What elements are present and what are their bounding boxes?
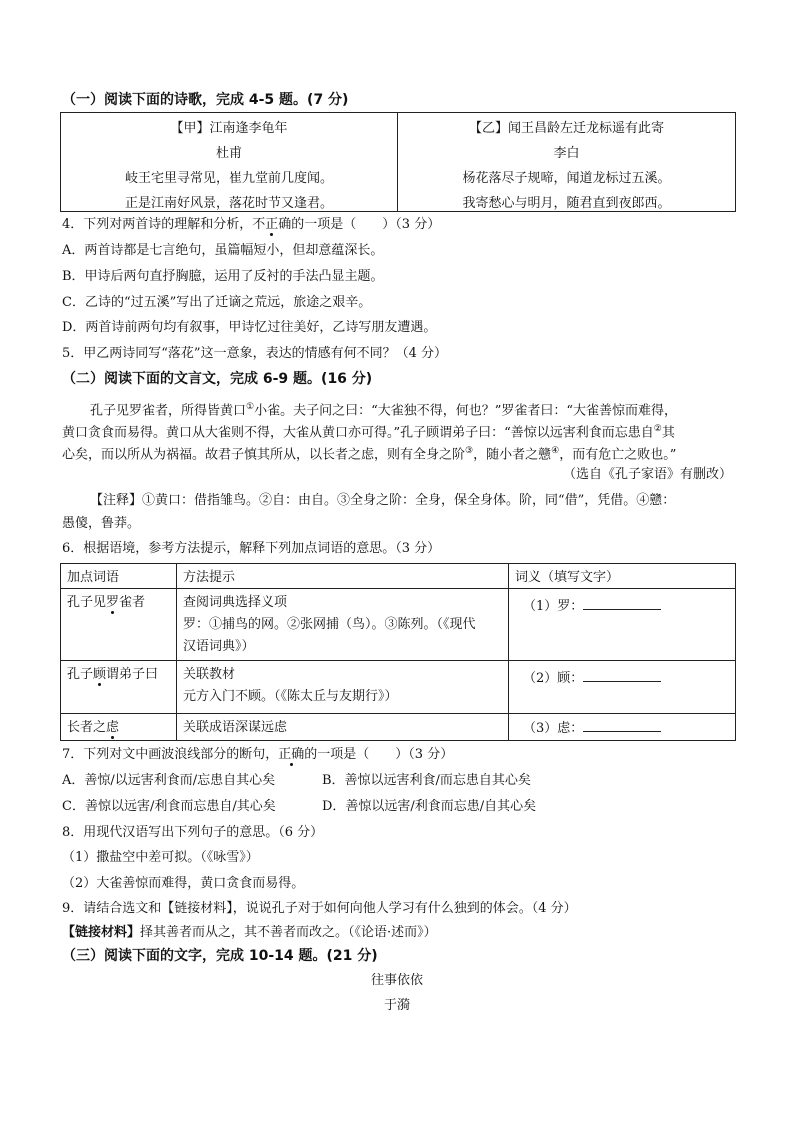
passage-source: （选自《孔子家语》有删改） xyxy=(562,467,732,482)
header-meaning: 词义（填写文字） xyxy=(515,570,620,585)
passage-text: 孔子见罗雀者，所得皆黄口 xyxy=(90,403,247,419)
q7-option-d: D．善惊以远害/利食而忘患/自其心矣 xyxy=(322,799,537,814)
poem-b-line1: 杨花落尽子规啼，闻道龙标过五溪。 xyxy=(462,171,671,186)
answer-blank[interactable] xyxy=(583,595,661,610)
dotted-char: 虑 xyxy=(106,720,120,735)
passage-line-1 xyxy=(90,397,677,421)
hint-line: 汉语词典》） xyxy=(183,639,255,654)
passage-text: 心矣，而以所从为祸福。故君子慎其所从，以长者之虑，则有全身之阶 xyxy=(62,447,466,463)
passage-text: ，随小者之戆 xyxy=(473,447,552,463)
question-7 xyxy=(62,745,453,765)
passage-line-3 xyxy=(62,441,676,465)
q7-option-a: A．善惊/以远害利食而/忘患自其心矣 xyxy=(62,773,276,788)
row-hint xyxy=(177,661,508,713)
word-text: 谓弟子曰 xyxy=(106,667,159,682)
poem-a-title: 【甲】江南逢李龟年 xyxy=(170,121,288,136)
q9-link-material xyxy=(62,923,437,943)
question-8: 8．用现代汉语写出下列句子的意思。（6 分） xyxy=(62,825,324,840)
q4-option-d: D．两首诗前两句均有叙事，甲诗忆过往美好，乙诗写朋友遭遇。 xyxy=(62,320,437,335)
section1-heading: （一）阅读下面的诗歌，完成 4-5 题。(7 分) xyxy=(62,92,349,108)
poem-a xyxy=(61,113,397,211)
row-answer xyxy=(509,661,735,713)
q4-text-post: 的一项是（ ）（3 分） xyxy=(291,217,441,232)
q4-option-a: A．两首诗都是七言绝句，虽篇幅短小，但却意蕴深长。 xyxy=(62,243,384,258)
q4-text-pre: 4．下列对两首诗的理解和分析， xyxy=(62,217,253,232)
poem-b-line2: 我寄愁心与明月，随君直到夜郎西。 xyxy=(462,196,671,211)
q7-option-c: C．善惊以远害/利食而忘患自/其心矣 xyxy=(62,799,276,814)
passage-text: ，而有危亡之败也。” xyxy=(559,447,677,463)
row-hint xyxy=(177,589,508,660)
passage-text: 其 xyxy=(661,425,675,441)
word-text: 雀者 xyxy=(119,595,146,610)
hint-line: 关联教材 xyxy=(183,667,236,682)
row-hint: 关联成语深谋远虑 xyxy=(183,720,288,735)
q8-item-1: （1）撒盐空中差可拟。（《咏雪》） xyxy=(62,850,259,865)
section3-heading: （三）阅读下面的文字，完成 10-14 题。(21 分) xyxy=(62,948,378,964)
notes: 【注释】①黄口：借指雏鸟。②自：由自。③全身之阶：全身，保全身体。阶，同“借”，凭借。④戆： xyxy=(90,493,676,508)
question-6: 6．根据语境，参考方法提示，解释下列加点词语的意思。（3 分） xyxy=(62,541,441,556)
row-answer xyxy=(509,589,735,660)
question-9: 9．请结合选文和【链接材料】，说说孔子对于如何向他人学习有什么独到的体会。（4 分） xyxy=(62,901,577,916)
section2-heading: （二）阅读下面的文言文，完成 6-9 题。(16 分) xyxy=(62,371,373,387)
note-ref: ③ xyxy=(465,446,474,456)
question-4 xyxy=(62,215,440,235)
q8-item-2: （2）大雀善惊而难得，黄口贪食而易得。 xyxy=(62,876,305,891)
answer-blank[interactable] xyxy=(583,667,661,682)
article-author: 于漪 xyxy=(383,998,410,1013)
question-5: 5．甲乙两诗同写“落花”这一意象，表达的情感有何不同？（4 分） xyxy=(62,346,447,361)
q7-emphasis: 正确 xyxy=(278,747,305,762)
row-answer xyxy=(509,714,735,740)
header-word: 加点词语 xyxy=(67,570,120,585)
hint-line: 查阅词典选择义项 xyxy=(183,595,288,610)
note-ref: ① xyxy=(246,402,255,412)
q4-emphasis: 不正确 xyxy=(252,217,292,232)
passage-text: 小雀。夫子问之曰：“大雀独不得，何也？”罗雀者曰：“大雀善惊而难得， xyxy=(254,403,678,419)
poem-b-author: 李白 xyxy=(553,146,580,161)
word-text: 孔子见 xyxy=(67,595,107,610)
q7-text-post: 的一项是（ ）（3 分） xyxy=(304,747,454,762)
poem-table xyxy=(60,112,736,212)
hint-line: 元方入门不顾。（《陈太丘与友期行》） xyxy=(183,689,398,704)
q7-text-pre: 7．下列对文中画波浪线部分的断句， xyxy=(62,747,279,762)
table-header-row xyxy=(61,564,735,589)
row-word xyxy=(61,589,176,660)
link-text: 择其善者而从之，其不善者而改之。（《论语·述而》） xyxy=(140,925,437,940)
poem-a-author: 杜甫 xyxy=(215,146,242,161)
word-text: 长者之 xyxy=(67,720,107,735)
dotted-char: 罗 xyxy=(106,595,120,610)
q4-option-b: B．甲诗后两句直抒胸臆，运用了反衬的手法凸显主题。 xyxy=(62,269,384,284)
header-hint: 方法提示 xyxy=(183,570,236,585)
table-row xyxy=(61,661,735,714)
answer-label: （3）虑： xyxy=(523,721,584,736)
note-ref: ④ xyxy=(551,446,560,456)
hint-line: 罗：①捕鸟的网。②张网捕（鸟）。③陈列。（《现代 xyxy=(183,617,476,632)
poem-a-line2: 正是江南好风景，落花时节又逢君。 xyxy=(124,196,333,211)
row-word xyxy=(61,714,176,740)
row-word xyxy=(61,661,176,713)
q7-option-b: B．善惊以远害利食/而忘患自其心矣 xyxy=(322,773,531,788)
poem-b xyxy=(398,113,735,211)
answer-label: （1）罗： xyxy=(523,599,584,614)
answer-blank[interactable] xyxy=(583,717,661,732)
word-text: 孔子 xyxy=(67,667,94,682)
table-row xyxy=(61,714,735,740)
poem-a-line1: 岐王宅里寻常见，崔九堂前几度闻。 xyxy=(124,171,333,186)
article-title: 往事依依 xyxy=(370,973,423,988)
word-table xyxy=(60,563,736,741)
dotted-char: 顾 xyxy=(93,667,107,682)
answer-label: （2）顾： xyxy=(523,671,584,686)
table-row xyxy=(61,589,735,661)
passage-line-2 xyxy=(62,419,675,443)
passage-text: 黄口贪食而易得。黄口从大雀则不得，大雀从黄口亦可得。”孔子顾谓弟子曰：“善惊以远害利食而忘患自 xyxy=(62,425,654,441)
poem-b-title: 【乙】闻王昌龄左迁龙标遥有此寄 xyxy=(468,121,664,136)
link-label: 【链接材料】 xyxy=(62,925,141,940)
notes-cont: 愚傻，鲁莽。 xyxy=(62,516,141,531)
q4-option-c: C．乙诗的“过五溪”写出了迁谪之荒远，旅途之艰辛。 xyxy=(62,295,372,310)
note-ref: ② xyxy=(653,424,662,434)
